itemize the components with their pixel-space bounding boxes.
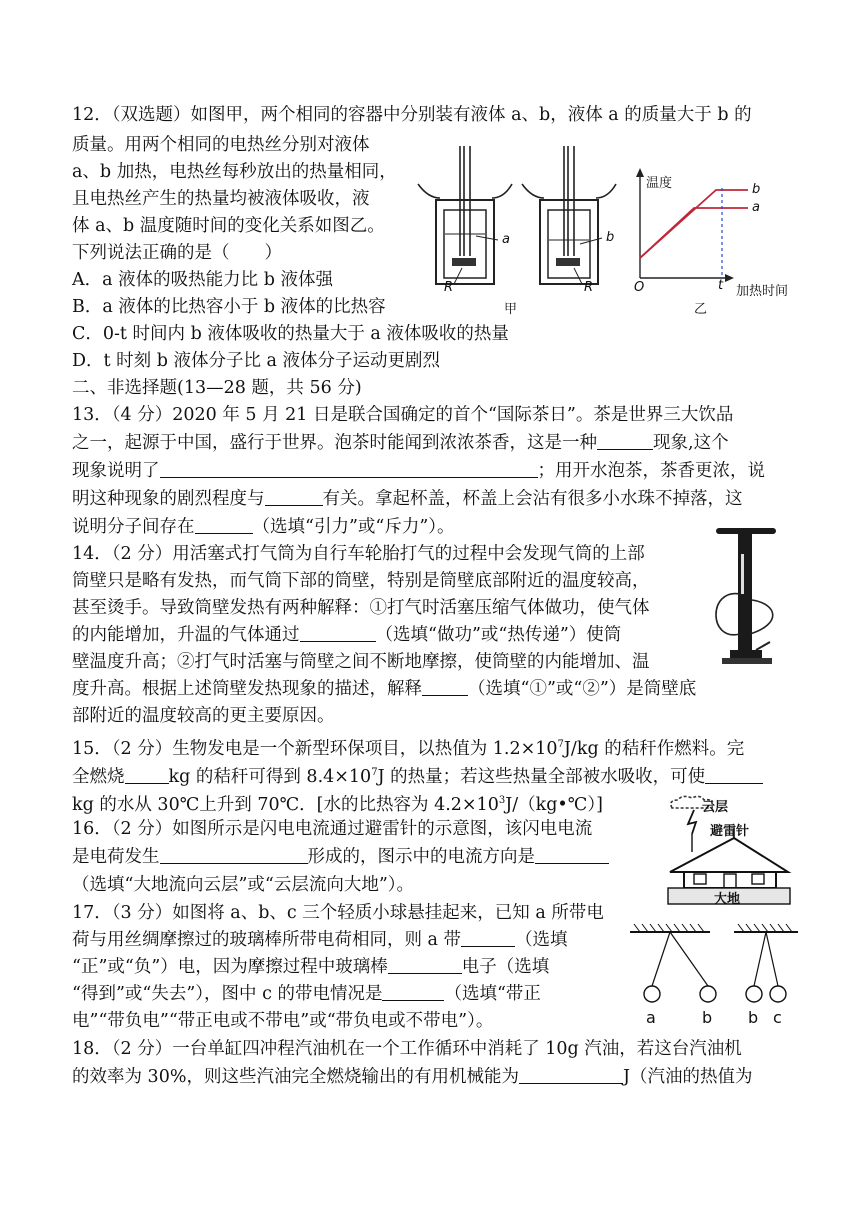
q16-line-1: 16．（2 分）如图所示是闪电电流通过避雷针的示意图，该闪电电流 — [72, 819, 593, 839]
q13-text: 现象,这个 — [653, 433, 729, 453]
q17-line-2 — [72, 929, 568, 951]
q17-line-5: 电”“带负电”“带正电或不带电”或“带负电或不带电”）。 — [72, 1011, 494, 1031]
q12-line-5: 体 a、b 温度随时间的变化关系如图乙。 — [72, 216, 385, 236]
q13-line-1: 13．（4 分）2020 年 5 月 21 日是联合国确定的首个“国际茶日”。茶是世界三大饮品 — [72, 405, 734, 425]
q15-text: 15．（2 分）生物发电是一个新型环保项目，以热值为 1.2×10 — [72, 738, 558, 759]
q13-line-5 — [72, 516, 455, 538]
q15-exponent: 7 — [371, 767, 378, 778]
q18-line-2 — [72, 1066, 752, 1088]
ball-c-label: c — [773, 1008, 782, 1027]
ball-b2-label: b — [748, 1008, 759, 1027]
caption-yi: 乙 — [694, 302, 708, 317]
line-label-b: b — [752, 182, 761, 197]
q14-text: 度升高。根据上述筒壁发热现象的描述，解释 — [72, 679, 422, 699]
q14-text: （选填“做功”或“热传递”）使筒 — [375, 625, 622, 645]
q18-text: J（汽油的热值为 — [622, 1067, 753, 1087]
q12-option-c: C．0-t 时间内 b 液体吸收的热量大于 a 液体吸收的热量 — [72, 324, 509, 344]
q12-option-d: D．t 时刻 b 液体分子比 a 液体分子运动更剧烈 — [72, 351, 441, 371]
caption-jia: 甲 — [504, 302, 518, 317]
origin-label: O — [634, 280, 645, 295]
q12-line-6: 下列说法正确的是（ ） — [72, 243, 282, 263]
q13-text: ；用开水泡茶，茶香更浓，说 — [537, 461, 765, 481]
q15-line-3 — [72, 790, 603, 816]
answer-blank[interactable] — [388, 957, 462, 974]
figure-jia — [414, 140, 624, 320]
q15-text: kg 的水从 30℃上升到 70℃．[水的比热容为 4.2×10 — [72, 794, 499, 815]
q15-text: J 的热量；若这些热量全部被水吸收，可使 — [377, 766, 706, 787]
q13-text: 明这种现象的剧烈程度与 — [72, 489, 265, 509]
charged-balls-figure — [630, 922, 800, 1028]
q12-line-1: 12．（双选题）如图甲，两个相同的容器中分别装有液体 a、b，液体 a 的质量大于 b 的 — [72, 105, 752, 125]
q16-text: 是电荷发生 — [72, 847, 160, 867]
label-r-left: R — [444, 280, 454, 295]
answer-blank[interactable] — [597, 433, 653, 450]
q12-line-3: a、b 加热，电热丝每秒放出的热量相同， — [72, 162, 397, 182]
q17-text: 荷与用丝绸摩擦过的玻璃棒所带电荷相同，则 a 带 — [72, 930, 462, 950]
q18-line-1: 18．（2 分）一台单缸四冲程汽油机在一个工作循环中消耗了 10g 汽油，若这台汽油机 — [72, 1039, 742, 1059]
x-axis-label: 加热时间 — [736, 284, 789, 299]
q13-line-2 — [72, 432, 729, 454]
t-label: t — [718, 278, 724, 293]
q13-line-3 — [72, 460, 765, 482]
q15-text: kg 的秸秆可得到 8.4×10 — [168, 766, 372, 787]
q17-text: “正”或“负”）电，因为摩擦过程中玻璃棒 — [72, 957, 388, 977]
bike-pump-icon — [712, 524, 782, 674]
q14-line-2: 筒壁只是略有发热，而气筒下部的筒壁，特别是筒壁底部附近的温度较高， — [72, 571, 650, 591]
q17-text: “得到”或“失去”），图中 c 的带电情况是 — [72, 984, 383, 1004]
q16-line-3: （选填“大地流向云层”或“云层流向大地”）。 — [72, 875, 415, 895]
q15-text: J/kg 的秸秆作燃料。完 — [563, 738, 745, 759]
q12-line-4: 且电热丝产生的热量均被液体吸收，液 — [72, 189, 370, 209]
q14-line-3: 甚至烫手。导致筒壁发热有两种解释：①打气时活塞压缩气体做功，使气体 — [72, 598, 650, 618]
q14-line-6 — [72, 678, 696, 700]
y-axis-label: 温度 — [646, 176, 673, 191]
section-heading: 二、非选择题(13—28 题，共 56 分) — [72, 378, 362, 398]
answer-blank[interactable] — [382, 984, 444, 1001]
q12-option-a: A．a 液体的吸热能力比 b 液体强 — [72, 270, 333, 290]
bike-pump-figure — [712, 524, 782, 674]
q13-text: 有关。拿起杯盖，杯盖上会沾有很多小水珠不掉落，这 — [322, 489, 743, 509]
label-a: a — [502, 232, 510, 247]
q13-text: （选填“引力”或“斥力”）。 — [252, 517, 455, 537]
q14-line-4 — [72, 624, 621, 646]
q13-text: 说明分子间存在 — [72, 517, 195, 537]
ball-a-label: a — [646, 1008, 656, 1027]
q15-exponent: 3 — [498, 795, 506, 806]
q17-text: （选填 — [515, 930, 568, 950]
q17-line-4 — [72, 983, 541, 1005]
q12-option-b: B．a 液体的比热容小于 b 液体的比热容 — [72, 297, 386, 317]
line-label-a: a — [752, 200, 760, 215]
q15-exponent: 7 — [557, 739, 564, 750]
figure-yi — [624, 166, 804, 316]
q14-line-7: 部附近的温度较高的更主要原因。 — [72, 706, 335, 726]
ground-label: 大地 — [714, 892, 741, 907]
answer-blank[interactable] — [705, 767, 763, 784]
q17-line-1: 17．（3 分）如图将 a、b、c 三个轻质小球悬挂起来，已知 a 所带电 — [72, 903, 604, 923]
q15-line-2 — [72, 762, 763, 788]
q16-line-2 — [72, 846, 609, 868]
answer-blank[interactable] — [195, 517, 253, 534]
answer-blank[interactable] — [535, 847, 609, 864]
answer-blank[interactable] — [422, 679, 468, 696]
q16-text: 形成的，图示中的电流方向是 — [307, 847, 535, 867]
q14-text: （选填“①”或“②”）是筒壁底 — [468, 679, 697, 699]
q14-line-5: 壁温度升高；②打气时活塞与筒壁之间不断地摩擦，使筒壁的内能增加、温 — [72, 652, 650, 672]
q13-line-4 — [72, 488, 743, 510]
answer-blank[interactable] — [461, 930, 515, 947]
q15-text: J/（kg•℃）] — [505, 794, 603, 815]
answer-blank[interactable] — [300, 625, 376, 642]
answer-blank[interactable] — [519, 1067, 623, 1084]
q15-text: 全燃烧 — [72, 766, 125, 787]
q14-line-1: 14．（2 分）用活塞式打气筒为自行车轮胎打气的过程中会发现气筒的上部 — [72, 544, 645, 564]
cloud-label: 云层 — [702, 800, 729, 815]
q18-text: 的效率为 30%，则这些汽油完全燃烧输出的有用机械能为 — [72, 1067, 519, 1087]
answer-blank[interactable] — [160, 847, 308, 864]
rod-label: 避雷针 — [710, 824, 750, 839]
lightning-rod-figure — [664, 794, 794, 906]
q17-text: （选填“带正 — [444, 984, 541, 1004]
label-b: b — [606, 230, 615, 245]
q14-text: 的内能增加，升温的气体通过 — [72, 625, 300, 645]
ball-b-label: b — [702, 1008, 713, 1027]
q12-line-2: 质量。用两个相同的电热丝分别对液体 — [72, 135, 370, 155]
q13-text: 之一，起源于中国，盛行于世界。泡茶时能闻到浓浓茶香，这是一种 — [72, 433, 597, 453]
label-r-right: R — [584, 280, 594, 295]
q15-line-1 — [72, 734, 744, 760]
q13-text: 现象说明了 — [72, 461, 160, 481]
answer-blank[interactable] — [160, 461, 538, 478]
q17-line-3 — [72, 956, 549, 978]
answer-blank[interactable] — [265, 489, 323, 506]
answer-blank[interactable] — [125, 767, 169, 784]
q17-text: 电子（选填 — [461, 957, 550, 977]
